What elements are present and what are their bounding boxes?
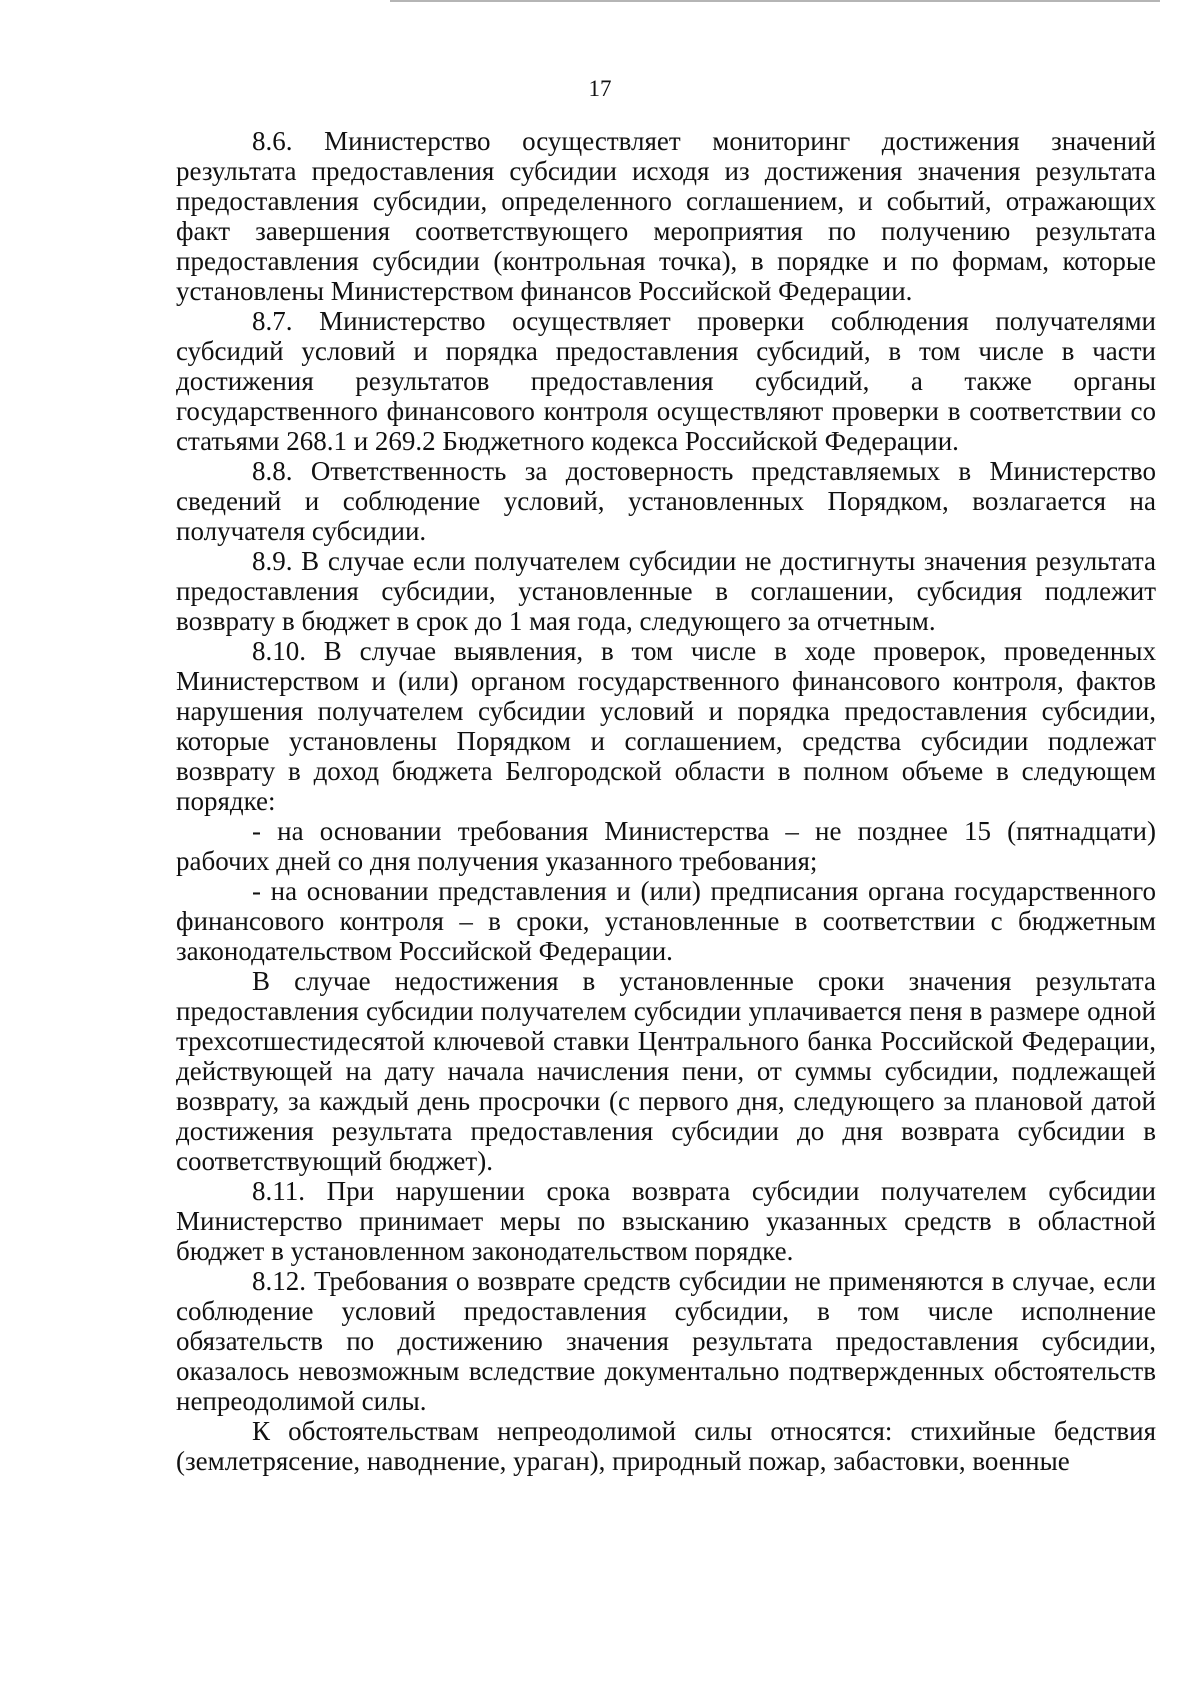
- paragraph-penalty: В случае недостижения в установленные сроки значения результата предоставления субсидии получателем субсидии уплачивается пеня в размере одной трехсотшестидесятой ключевой ставки Центрального банка Российской Федерации, действующей на дату начала начисления пени, от суммы субсидии, подлежащей возврату, за каждый день просрочки (с первого дня, следующего за плановой датой достижения результата предоставления субсидии до дня возврата субсидии в соответствующий бюджет).: [176, 966, 1156, 1176]
- paragraph-8-10: 8.10. В случае выявления, в том числе в ходе проверок, проведенных Министерством и (или) органом государственного финансового контроля, фактов нарушения получателем субсидии условий и порядка предоставления субсидии, которые установлены Порядком и соглашением, средства субсидии подлежат возврату в доход бюджета Белгородской области в полном объеме в следующем порядке:: [176, 636, 1156, 816]
- paragraph-8-12: 8.12. Требования о возврате средств субсидии не применяются в случае, если соблюдение условий предоставления субсидии, в том числе исполнение обязательств по достижению значения результата предоставления субсидии, оказалось невозможным вследствие документально подтвержденных обстоятельств непреодолимой силы.: [176, 1266, 1156, 1416]
- document-body: [176, 126, 1156, 1476]
- top-edge-line: [390, 0, 1160, 2]
- paragraph-8-11: 8.11. При нарушении срока возврата субсидии получателем субсидии Министерство принимает меры по взысканию указанных средств в областной бюджет в установленном законодательством порядке.: [176, 1176, 1156, 1266]
- paragraph-8-6: 8.6. Министерство осуществляет мониторинг достижения значений результата предоставления субсидии исходя из достижения значения результата предоставления субсидии, определенного соглашением, и событий, отражающих факт завершения соответствующего мероприятия по получению результата предоставления субсидии (контрольная точка), в порядке и по формам, которые установлены Министерством финансов Российской Федерации.: [176, 126, 1156, 306]
- page-number: 17: [588, 76, 612, 101]
- paragraph-8-9: 8.9. В случае если получателем субсидии не достигнуты значения результата предоставления субсидии, установленные в соглашении, субсидия подлежит возврату в бюджет в срок до 1 мая года, следующего за отчетным.: [176, 546, 1156, 636]
- paragraph-force-majeure: К обстоятельствам непреодолимой силы относятся: стихийные бедствия (землетрясение, наводнение, ураган), природный пожар, забастовки, военные: [176, 1416, 1156, 1476]
- paragraph-8-8: 8.8. Ответственность за достоверность представляемых в Министерство сведений и соблюдение условий, установленных Порядком, возлагается на получателя субсидии.: [176, 456, 1156, 546]
- list-item-requirement: - на основании требования Министерства – не позднее 15 (пятнадцати) рабочих дней со дня получения указанного требования;: [176, 816, 1156, 876]
- list-item-control-order: - на основании представления и (или) предписания органа государственного финансового контроля – в сроки, установленные в соответствии с бюджетным законодательством Российской Федерации.: [176, 876, 1156, 966]
- paragraph-8-7: 8.7. Министерство осуществляет проверки соблюдения получателями субсидий условий и порядка предоставления субсидий, в том числе в части достижения результатов предоставления субсидий, а также органы государственного финансового контроля осуществляют проверки в соответствии со статьями 268.1 и 269.2 Бюджетного кодекса Российской Федерации.: [176, 306, 1156, 456]
